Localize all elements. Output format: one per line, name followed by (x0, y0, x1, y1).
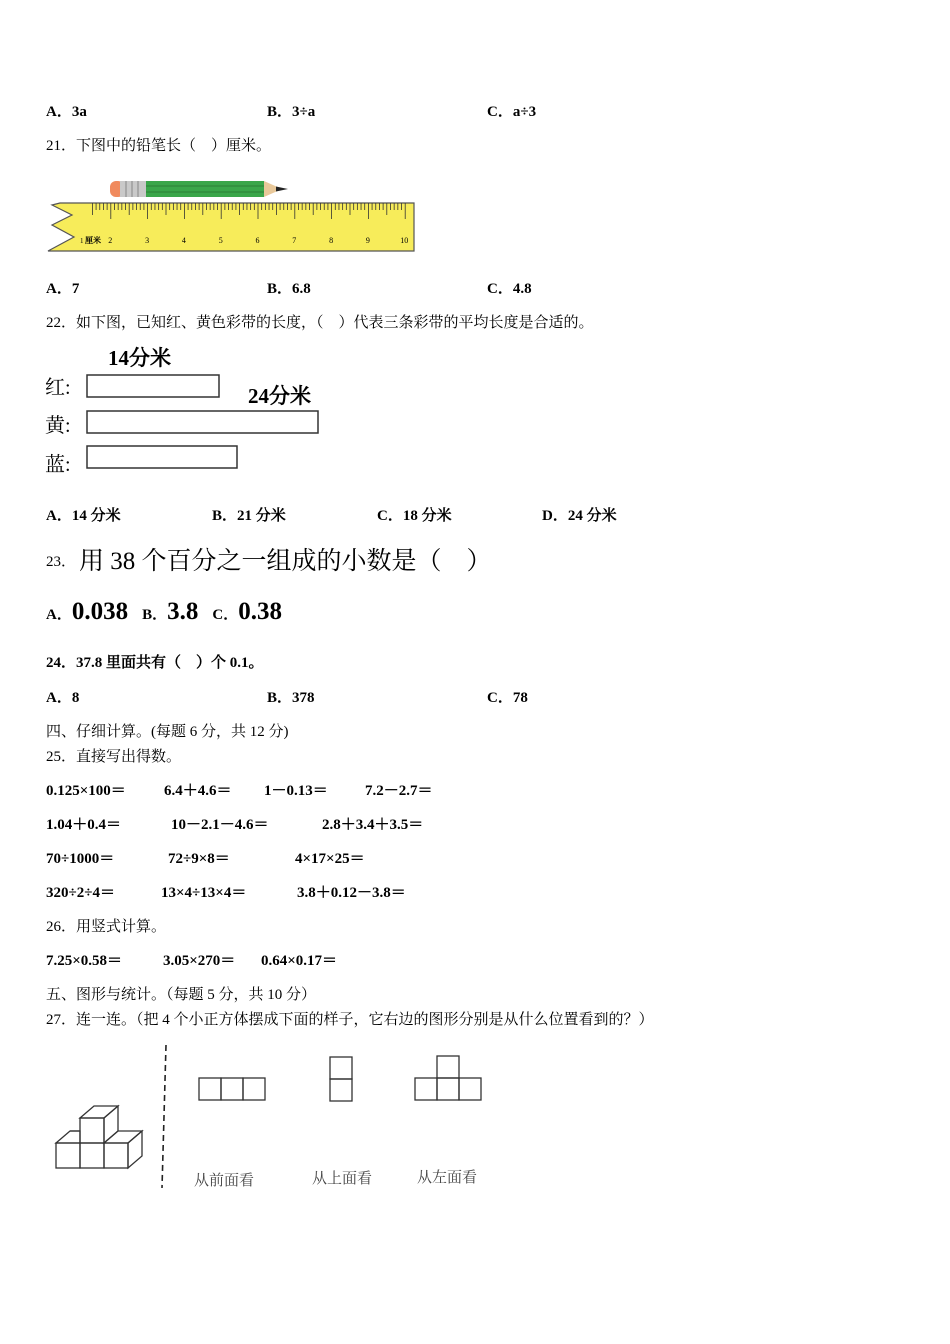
top-view-shape (330, 1057, 352, 1101)
q21-question: 21．下图中的铅笔长（ ）厘米。 (46, 138, 272, 154)
q23-option-c-letter[interactable]: C． (212, 607, 239, 623)
left-view-shape (415, 1056, 481, 1100)
ruler-start-label: 1 (80, 237, 84, 245)
red-ribbon (87, 375, 219, 397)
section-4-title: 四、仔细计算。(每题 6 分，共 12 分) (46, 724, 289, 740)
ruler-tick-label: 4 (181, 236, 186, 245)
calc-item: 4×17×25＝ (295, 851, 365, 867)
calc-item: 320÷2÷4＝ (46, 885, 115, 901)
q23-option-a-value[interactable]: 0.038 (71, 598, 129, 625)
front-view-shape (199, 1078, 265, 1100)
q21-option-b[interactable]: B．6.8 (267, 281, 311, 297)
yellow-label: 黄: (45, 415, 71, 437)
yellow-length-label: 24分米 (248, 384, 311, 408)
ruler-pencil-figure (46, 175, 418, 255)
q23-option-a-letter[interactable]: A． (46, 607, 72, 623)
q23-number: 23． (46, 554, 77, 570)
calc-item: 1－0.13＝ (264, 783, 328, 799)
calc-item: 10－2.1－4.6＝ (171, 817, 269, 833)
calc-item: 70÷1000＝ (46, 851, 115, 867)
red-length-label: 14分米 (108, 346, 171, 370)
ruler-tick-label: 2 (108, 236, 113, 245)
q23-option-c-value[interactable]: 0.38 (238, 598, 282, 625)
calc-item: 2.8＋3.4＋3.5＝ (322, 817, 424, 833)
ruler-tick-label: 6 (255, 236, 260, 245)
front-view-label[interactable]: 从前面看 (194, 1173, 255, 1189)
ribbon-figure (40, 340, 340, 480)
ruler-tick-label: 3 (145, 236, 150, 245)
q26-question: 26．用竖式计算。 (46, 919, 167, 935)
q20-option-a[interactable]: A．3a (46, 104, 87, 120)
cube-views-figure (46, 1040, 516, 1200)
pencil-icon (110, 181, 288, 197)
calc-item: 7.2－2.7＝ (365, 783, 433, 799)
left-view-label[interactable]: 从左面看 (417, 1170, 478, 1186)
top-view-label[interactable]: 从上面看 (312, 1171, 373, 1187)
q23-options (46, 598, 282, 626)
ruler-tick-label: 9 (365, 236, 370, 245)
blue-label: 蓝: (45, 454, 71, 476)
vertical-calc-item: 0.64×0.17＝ (261, 953, 338, 969)
ruler-tick-label: 10 (400, 236, 409, 245)
q23-option-b-letter[interactable]: B． (142, 607, 168, 623)
q24-option-b[interactable]: B．378 (267, 690, 315, 706)
vertical-calc-item: 3.05×270＝ (163, 953, 236, 969)
q24-option-a[interactable]: A．8 (46, 690, 80, 706)
ruler-unit-label: 厘米 (85, 236, 101, 245)
q23-option-b-value[interactable]: 3.8 (167, 598, 199, 625)
q22-option-b[interactable]: B．21 分米 (212, 508, 286, 524)
calc-item: 3.8＋0.12－3.8＝ (297, 885, 406, 901)
q27-question: 27．连一连。（把 4 个小正方体摆成下面的样子，它右边的图形分别是从什么位置看到的？） (46, 1012, 654, 1028)
calc-item: 0.125×100＝ (46, 783, 126, 799)
q25-question: 25．直接写出得数。 (46, 749, 182, 765)
q21-option-c[interactable]: C．4.8 (487, 281, 532, 297)
red-label: 红: (45, 377, 71, 399)
q20-option-c[interactable]: C．a÷3 (487, 104, 537, 120)
ruler-tick-label: 5 (218, 236, 223, 245)
calc-item: 1.04＋0.4＝ (46, 817, 122, 833)
cube-stack (56, 1106, 142, 1168)
q23-question: 用 38 个百分之一组成的小数是（ ） (79, 548, 492, 575)
calc-item: 6.4＋4.6＝ (164, 783, 232, 799)
q24-question: 24．37.8 里面共有（ ）个 0.1。 (46, 655, 264, 671)
q21-option-a[interactable]: A．7 (46, 281, 80, 297)
ruler-tick-label: 7 (292, 236, 297, 245)
calc-item: 13×4÷13×4＝ (161, 885, 247, 901)
q22-option-d[interactable]: D．24 分米 (542, 508, 617, 524)
ruler (48, 203, 414, 251)
section-5-title: 五、图形与统计。（每题 5 分，共 10 分） (46, 987, 317, 1003)
ruler-tick-label: 8 (329, 236, 334, 245)
q24-option-c[interactable]: C．78 (487, 690, 528, 706)
q22-question: 22．如下图，已知红、黄色彩带的长度，（ ）代表三条彩带的平均长度是合适的。 (46, 315, 594, 331)
vertical-calc-item: 7.25×0.58＝ (46, 953, 123, 969)
divider-line (162, 1045, 166, 1188)
blue-ribbon (87, 446, 237, 468)
q22-option-a[interactable]: A．14 分米 (46, 508, 121, 524)
q20-option-b[interactable]: B．3÷a (267, 104, 316, 120)
calc-item: 72÷9×8＝ (168, 851, 230, 867)
q22-option-c[interactable]: C．18 分米 (377, 508, 452, 524)
yellow-ribbon (87, 411, 318, 433)
